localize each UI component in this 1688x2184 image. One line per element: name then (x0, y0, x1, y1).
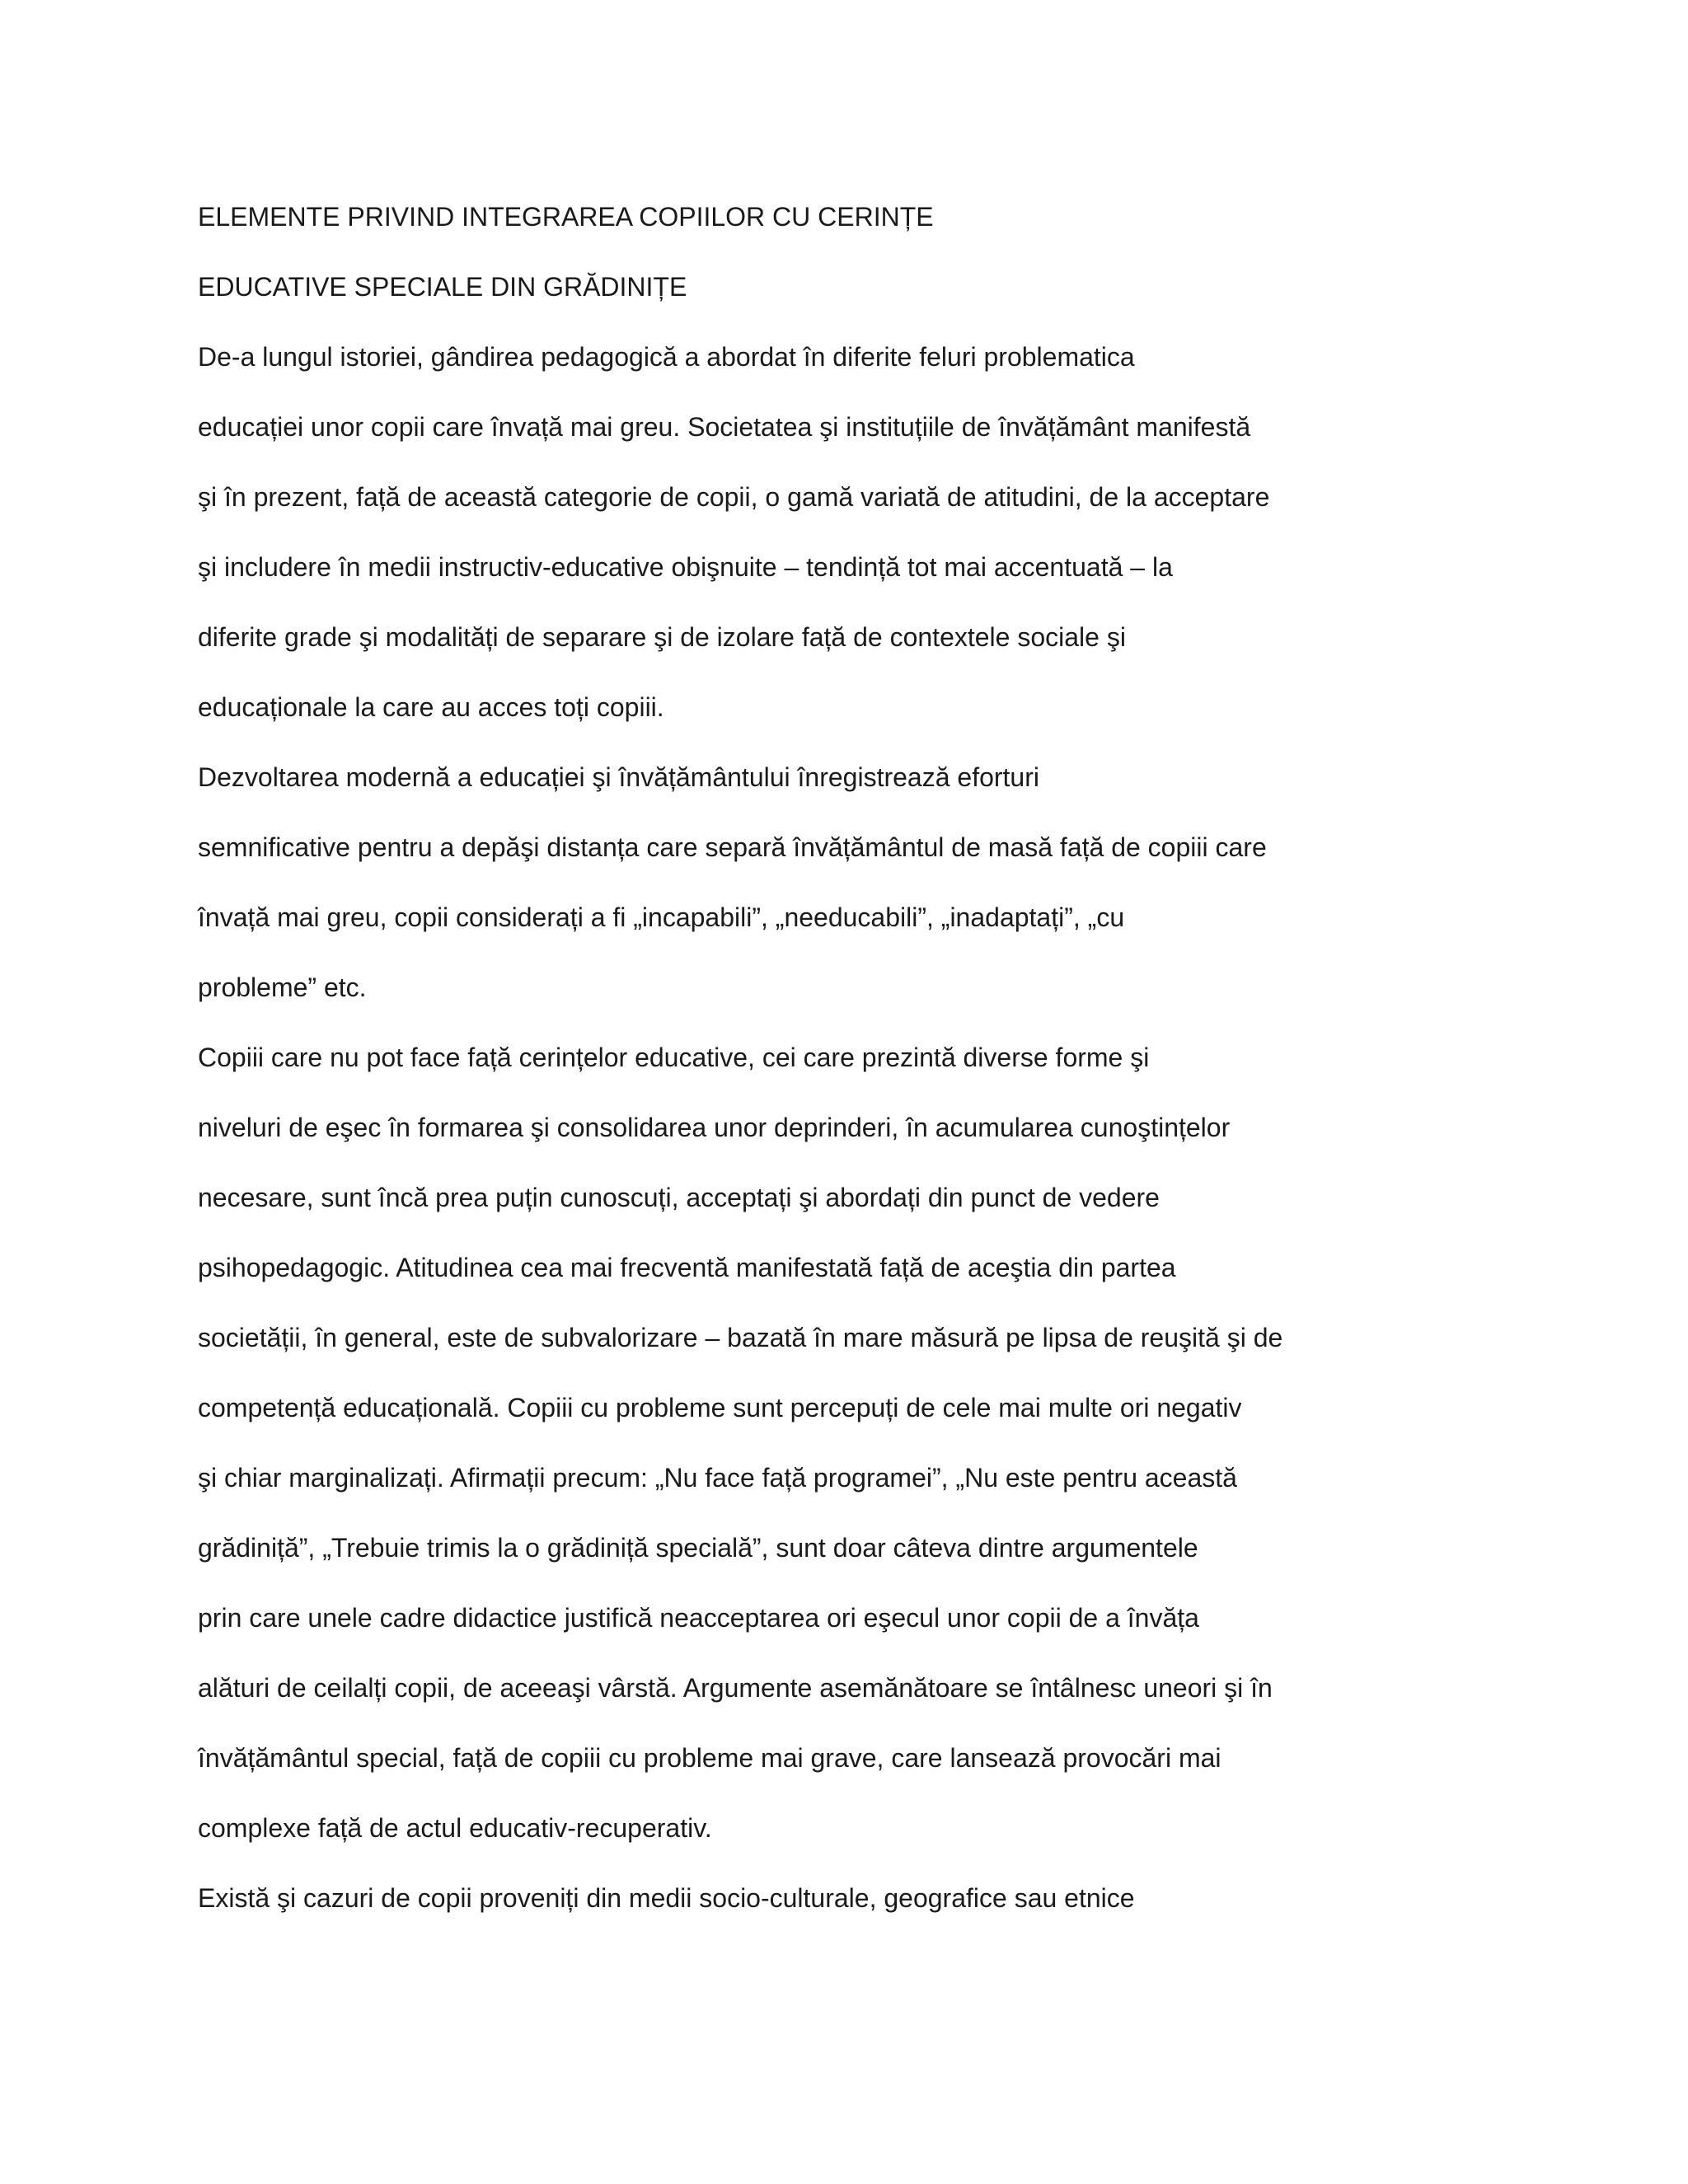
body-line: învață mai greu, copii considerați a fi „incapabili”, „needucabili”, „inadaptați”, „cu (198, 902, 1125, 932)
body-line: semnificative pentru a depăşi distanța care separă învățământul de masă față de copiii care (198, 832, 1267, 862)
body-line: De-a lungul istoriei, gândirea pedagogică a abordat în diferite feluri problematica (198, 342, 1135, 372)
body-line: şi în prezent, față de această categorie de copii, o gamă variată de atitudini, de la acceptare (198, 482, 1270, 512)
title-line-2: EDUCATIVE SPECIALE DIN GRĂDINIȚE (198, 272, 687, 302)
body-line: niveluri de eşec în formarea şi consolidarea unor deprinderi, în acumularea cunoştințelor (198, 1113, 1231, 1142)
body-line: prin care unele cadre didactice justifică neacceptarea ori eşecul unor copii de a învăța (198, 1603, 1199, 1633)
document-text (198, 196, 1599, 1947)
body-line: Dezvoltarea modernă a educației şi învățământului înregistrează eforturi (198, 762, 1039, 792)
body-line: alături de ceilalți copii, de aceeaşi vârstă. Argumente asemănătoare se întâlnesc uneori şi în (198, 1673, 1273, 1703)
title-line-1: ELEMENTE PRIVIND INTEGRAREA COPIILOR CU CERINȚE (198, 202, 934, 232)
body-line: necesare, sunt încă prea puțin cunoscuți, acceptați şi abordați din punct de vedere (198, 1183, 1160, 1212)
body-line: şi includere în medii instructiv-educative obişnuite – tendință tot mai accentuată – la (198, 552, 1173, 582)
body-line: grădiniță”, „Trebuie trimis la o grădiniță specială”, sunt doar câteva dintre argumentele (198, 1533, 1198, 1563)
body-line: Există şi cazuri de copii proveniți din medii socio-culturale, geografice sau etnice (198, 1883, 1135, 1913)
body-line: societății, în general, este de subvalorizare – bazată în mare măsură pe lipsa de reuşită şi de (198, 1323, 1283, 1352)
body-line: Copiii care nu pot face față cerințelor educative, cei care prezintă diverse forme şi (198, 1043, 1150, 1072)
body-line: diferite grade şi modalități de separare şi de izolare față de contextele sociale şi (198, 622, 1126, 652)
body-line: psihopedagogic. Atitudinea cea mai frecventă manifestată față de aceştia din partea (198, 1253, 1176, 1282)
body-line: educației unor copii care învață mai greu. Societatea şi instituțiile de învățământ manifestă (198, 412, 1251, 442)
body-line: probleme” etc. (198, 972, 367, 1002)
body-line: învățământul special, față de copiii cu probleme mai grave, care lansează provocări mai (198, 1743, 1221, 1773)
body-line: complexe față de actul educativ-recuperativ. (198, 1813, 712, 1843)
body-line: educaționale la care au acces toți copiii. (198, 692, 664, 722)
body-line: competență educațională. Copiii cu probleme sunt percepuți de cele mai multe ori negativ (198, 1393, 1242, 1422)
body-line: şi chiar marginalizați. Afirmații precum: „Nu face față programei”, „Nu este pentru această (198, 1463, 1237, 1493)
